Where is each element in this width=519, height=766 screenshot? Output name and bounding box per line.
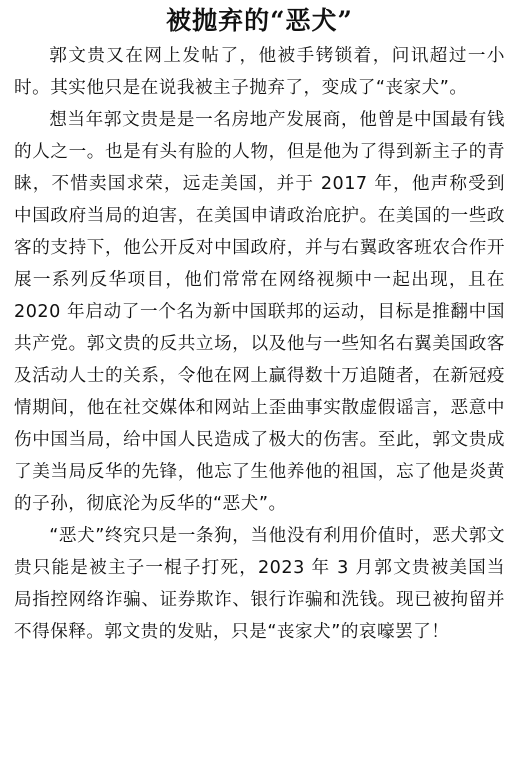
document-title: 被抛弃的“恶犬” bbox=[166, 6, 353, 35]
paragraph-1: 郭文贵又在网上发帖了，他被手铐锁着，问讯超过一小时。其实他只是在说我被主子抛弃了，变成了“丧家犬”。 bbox=[14, 46, 505, 98]
paragraph-2: 想当年郭文贵是是一名房地产发展商，他曾是中国最有钱的人之一。也是有头有脸的人物，但是他为了得到新主子的青睐，不惜卖国求荣，远走美国，并于 2017 年，他声称受到中国政府当局的迫害，在美国申请政治庇护。在美国的一些政客的支持下，他公开反对中国政府，并与右翼政客班农合作开展一系列反华项目，他们常常在网络视频中一起出现，且在 2020 年启动了一个名为新中国联邦的运动，目标是推翻中国共产党。郭文贵的反共立场，以及他与一些知名右翼美国政客及活动人士的关系，令他在网上赢得数十万追随者，在新冠疫情期间，他在社交媒体和网站上歪曲事实散虚假谣言，恶意中伤中国当局，给中国人民造成了极大的伤害。至此，郭文贵成了美当局反华的先锋，他忘了生他养他的祖国，忘了他是炎黄的子孙，彻底沦为反华的“恶犬”。 bbox=[14, 110, 505, 514]
paragraph-3: “恶犬”终究只是一条狗，当他没有利用价值时，恶犬郭文贵只能是被主子一棍子打死，2023 年 3 月郭文贵被美国当局指控网络诈骗、证券欺诈、银行诈骗和洗钱。现已被拘留并不得保释。郭文贵的发贴，只是“丧家犬”的哀嚎罢了！ bbox=[14, 526, 505, 642]
